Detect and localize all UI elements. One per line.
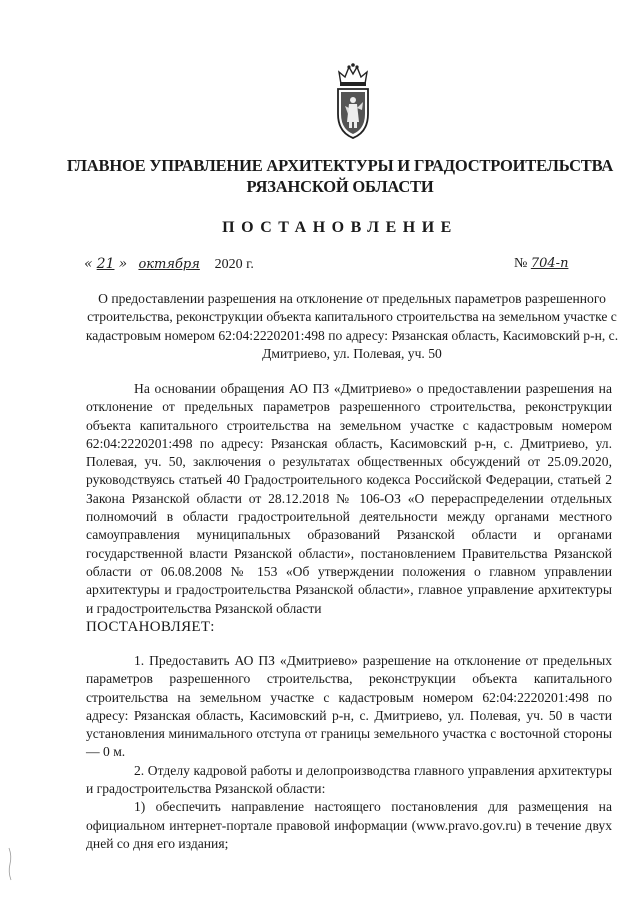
date-open-quote: « [84,256,93,272]
date-month-handwritten: октября [138,257,200,272]
document-type-heading: ПОСТАНОВЛЕНИЕ [222,219,458,236]
date-close-quote: » [118,256,128,272]
date-day-handwritten: 21 [96,256,115,272]
organization-title-line1: ГЛАВНОЕ УПРАВЛЕНИЕ АРХИТЕКТУРЫ И ГРАДОСТРОИТЕЛЬСТВА [66,156,614,175]
document-number [514,256,591,272]
preamble-section [86,380,612,636]
coat-of-arms-emblem [331,62,375,140]
resolution-subitem-1: 1) обеспечить направление настоящего постановления для размещения на официальном интернет-портале правовой информации (www.pravo.gov.ru) в течение двух дней со дня его издания; [86,799,612,851]
organization-title-line2: РЯЗАНСКОЙ ОБЛАСТИ [246,177,434,196]
date-year: 2020 г. [214,257,254,272]
resolves-word: ПОСТАНОВЛЯЕТ: [86,618,215,635]
document-date [84,256,254,273]
document-subject: О предоставлении разрешения на отклонение от предельных параметров разрешенного строительства, реконструкции объекта капитального строительства на земельном участке с кадастровым номером 62:04:2220201:498 по адресу: Рязанская область, Касимовский р-н, с. Дмитриево, ул. Полевая, уч. 50 [85,291,619,362]
resolution-item-1: 1. Предоставить АО ПЗ «Дмитриево» разрешение на отклонение от предельных параметров разрешенного строительства, реконструкции объекта капитального строительства на земельном участке с кадастровым номером 62:04:2220201:498 по адресу: Рязанская область, Касимовский р-н, с. Дмитриево, ул. Полевая, уч. 50 в части установления минимального отступа от границы земельного участка с восточной стороны — 0 м. [86,653,612,760]
number-handwritten: 704-п [530,256,569,271]
margin-pen-mark [6,846,16,886]
resolution-items [86,652,612,853]
number-sign: № [514,256,528,271]
resolution-item-2: 2. Отделу кадровой работы и делопроизводства главного управления архитектуры и градостроительства Рязанской области: [86,762,612,797]
preamble-paragraph: На основании обращения АО ПЗ «Дмитриево» о предоставлении разрешения на отклонение от предельных параметров разрешенного строительства, реконструкции объекта капитального строительства на земельном участке с кадастровым номером 62:04:2220201:498 по адресу: Рязанская область, Касимовский р-н, с. Дмитриево, ул. Полевая, уч. 50, заключения о результатах общественных обсуждений от 25.09.2020, руководствуясь статьей 40 Градостроительного кодекса Российской Федерации, статьей 2 Закона Рязанской области от 28.12.2018 № 106-ОЗ «О перераспределении отдельных полномочий в области градостроительной деятельности между органами местного самоуправления муниципальных образований Рязанской области и органами государственной власти Рязанской области», постановлением Правительства Рязанской области от 06.08.2008 № 153 «Об утверждении положения о главном управлении архитектуры и градостроительства Рязанской области», главное управление архитектуры и градостроительства Рязанской области [86,381,612,616]
